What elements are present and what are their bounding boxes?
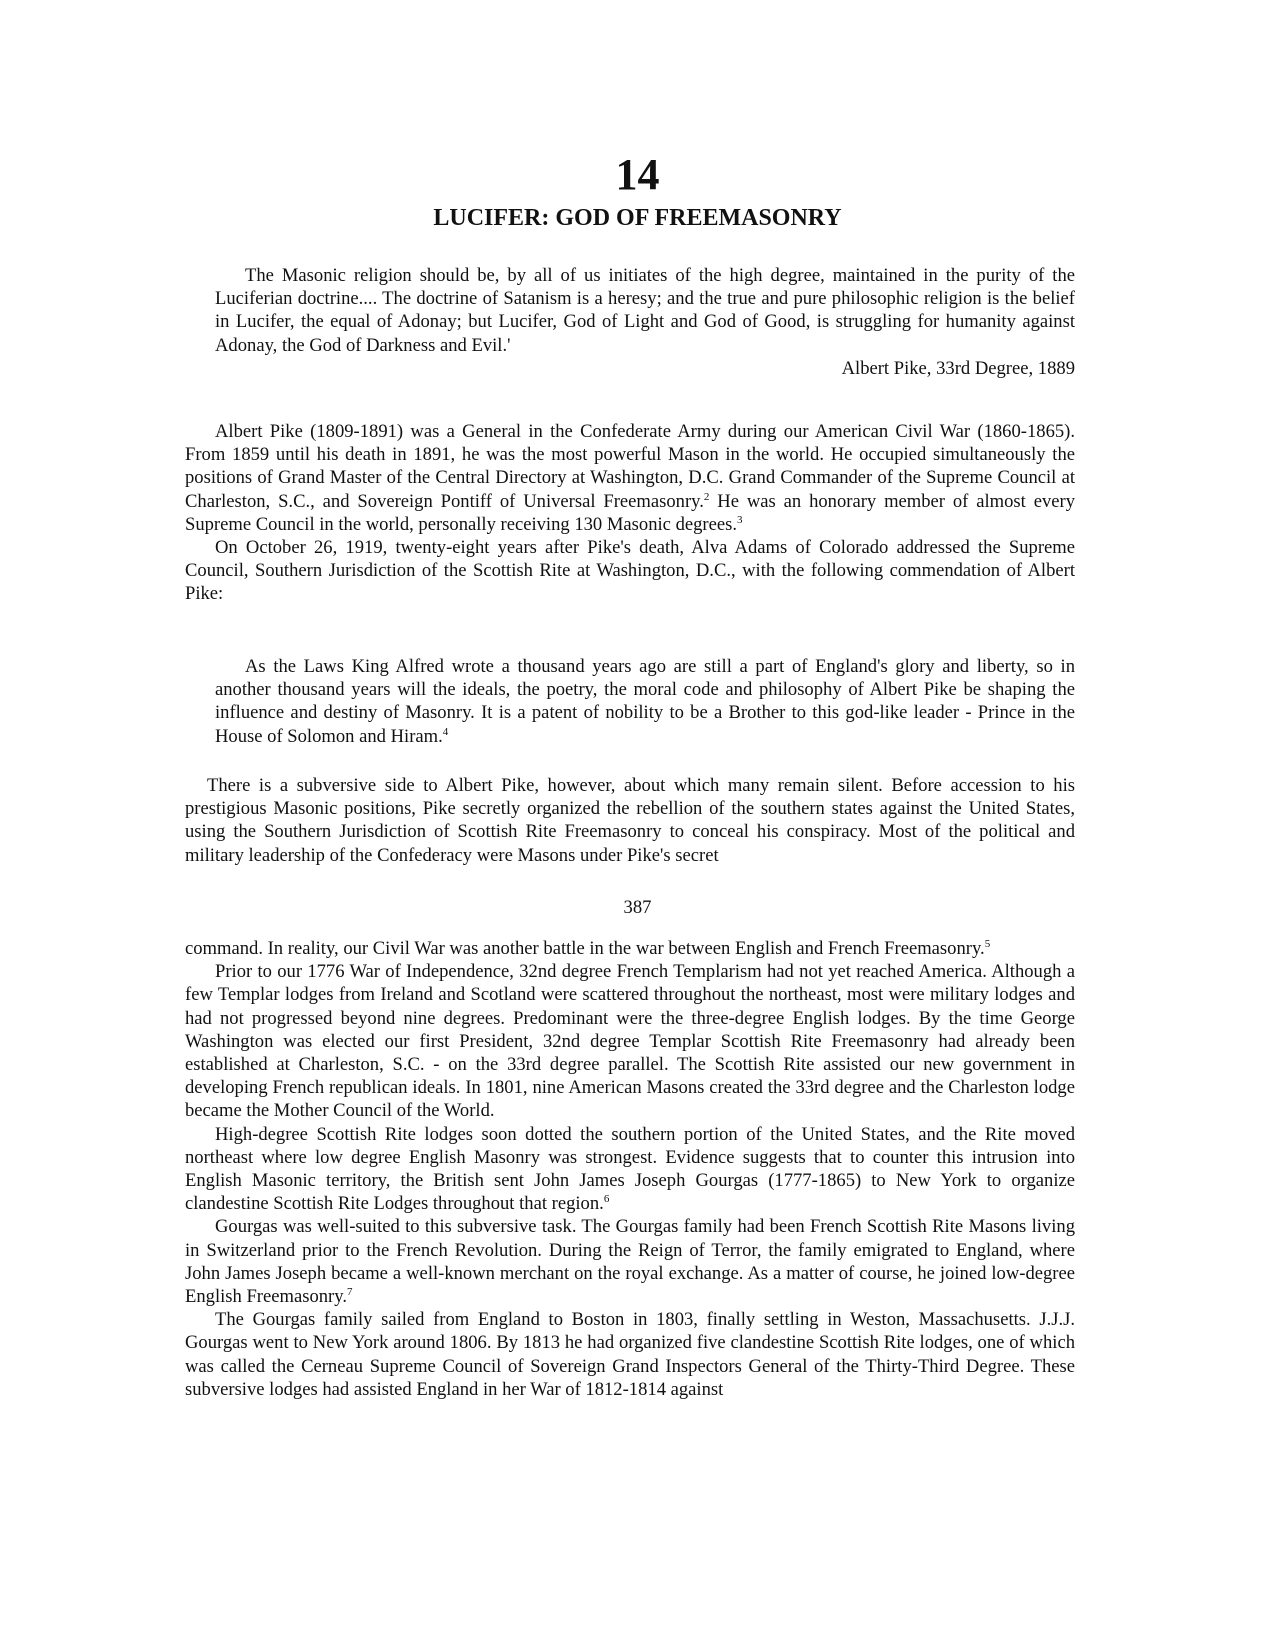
paragraph-pike-biography — [185, 420, 1075, 536]
paragraph-text: High-degree Scottish Rite lodges soon dotted the southern portion of the United States, and the Rite moved northeast where low degree English Masonry was strongest. Evidence suggests that to counter this intrusion into English Masonic territory, the British sent John James Joseph Gourgas (1777-1865) to New York to organize clandestine Scottish Rite Lodges throughout that region. — [185, 1123, 1075, 1215]
paragraph-subversive-side: There is a subversive side to Albert Pike, however, about which many remain silent. Before accession to his prestigious Masonic positions, Pike secretly organized the rebellion of the southern states against the United States, using the Southern Jurisdiction of Scottish Rite Freemasonry to conceal his conspiracy. Most of the political and military leadership of the Confederacy were Masons under Pike's secret — [185, 775, 1075, 866]
block-quote-paragraph — [215, 655, 1075, 748]
body-section-1 — [185, 420, 1075, 606]
paragraph-gourgas-family — [185, 1215, 1075, 1308]
body-section-3 — [185, 937, 1075, 1401]
paragraph-text: command. In reality, our Civil War was another battle in the war between English and French Freemasonry. — [185, 938, 985, 959]
paragraph-continuation — [185, 937, 1075, 960]
paragraph-text: Albert Pike (1809-1891) was a General in the Confederate Army during our American Civil War (1860-1865). From 1859 until his death in 1891, he was the most powerful Mason in the world. He occupied simultaneously the positions of Grand Master of the Central Directory at Washington, D.C. Grand Commander of the Supreme Council at Charleston, S.C., and Sovereign Pontiff of Universal Freemasonry. — [185, 421, 1075, 512]
epigraph-text: The Masonic religion should be, by all of us initiates of the high degree, maintained in the purity of the Luciferian doctrine.... The doctrine of Satanism is a heresy; and the true and pure philosophic religion is the belief in Lucifer, the equal of Adonay; but Lucifer, God of Light and God of Good, is struggling for humanity against Adonay, the God of Darkness and Evil.' — [215, 265, 1075, 356]
paragraph-alva-adams: On October 26, 1919, twenty-eight years after Pike's death, Alva Adams of Colorado addressed the Supreme Council, Southern Jurisdiction of the Scottish Rite at Washington, D.C., with the following commendation of Albert Pike: — [185, 537, 1075, 605]
page-number: 387 — [623, 897, 652, 918]
footnote-ref: 4 — [442, 725, 449, 738]
paragraph-war-of-independence: Prior to our 1776 War of Independence, 32nd degree French Templarism had not yet reached America. Although a few Templar lodges from Ireland and Scotland were scattered throughout the northeast, most were military lodges and had not progressed beyond nine degrees. Predominant were the three-degree English lodges. By the time George Washington was elected our first President, 32nd degree Templar Scottish Rite Freemasonry had already been established at Charleston, S.C. - on the 33rd degree parallel. The Scottish Rite assisted our new government in developing French republican ideals. In 1801, nine American Masons created the 33rd degree and the Charleston lodge became the Mother Council of the World. — [185, 961, 1075, 1122]
paragraph-boston-new-york: The Gourgas family sailed from England to Boston in 1803, finally settling in Weston, Massachusetts. J.J.J. Gourgas went to New York around 1806. By 1813 he had organized five clandestine Scottish Rite lodges, one of which was called the Cerneau Supreme Council of Sovereign Grand Inspectors General of the Thirty-Third Degree. These subversive lodges had assisted England in her War of 1812-1814 against — [185, 1309, 1075, 1400]
body-section-2 — [185, 774, 1075, 867]
block-quote — [215, 655, 1075, 748]
chapter-title: LUCIFER: GOD OF FREEMASONRY — [433, 205, 842, 231]
block-quote-text: As the Laws King Alfred wrote a thousand years ago are still a part of England's glory and liberty, so in another thousand years will the ideals, the poetry, the moral code and philosophy of Albert Pike be shaping the influence and destiny of Masonry. It is a patent of nobility to be a Brother to this god-like leader - Prince in the House of Solomon and Hiram. — [215, 656, 1075, 747]
footnote-ref: 7 — [346, 1286, 353, 1299]
footnote-ref: 2 — [703, 490, 710, 503]
chapter-number: 14 — [615, 150, 660, 199]
footnote-ref: 6 — [603, 1193, 610, 1206]
epigraph-quote — [215, 264, 1075, 380]
paragraph-text: Gourgas was well-suited to this subversive task. The Gourgas family had been French Scottish Rite Masons living in Switzerland prior to the French Revolution. During the Reign of Terror, the family emigrated to England, where John James Joseph became a well-known merchant on the royal exchange. As a matter of course, he joined low-degree English Freemasonry. — [185, 1216, 1075, 1308]
footnote-ref: 3 — [737, 513, 743, 526]
footnote-ref: 5 — [984, 938, 991, 950]
paragraph-scottish-rite-lodges — [185, 1123, 1075, 1216]
paragraph-text: He was an honorary member of almost every Supreme Council in the world, personally receiving 130 Masonic degrees. — [185, 490, 1075, 535]
epigraph-attribution: Albert Pike, 33rd Degree, 1889 — [841, 357, 1075, 379]
